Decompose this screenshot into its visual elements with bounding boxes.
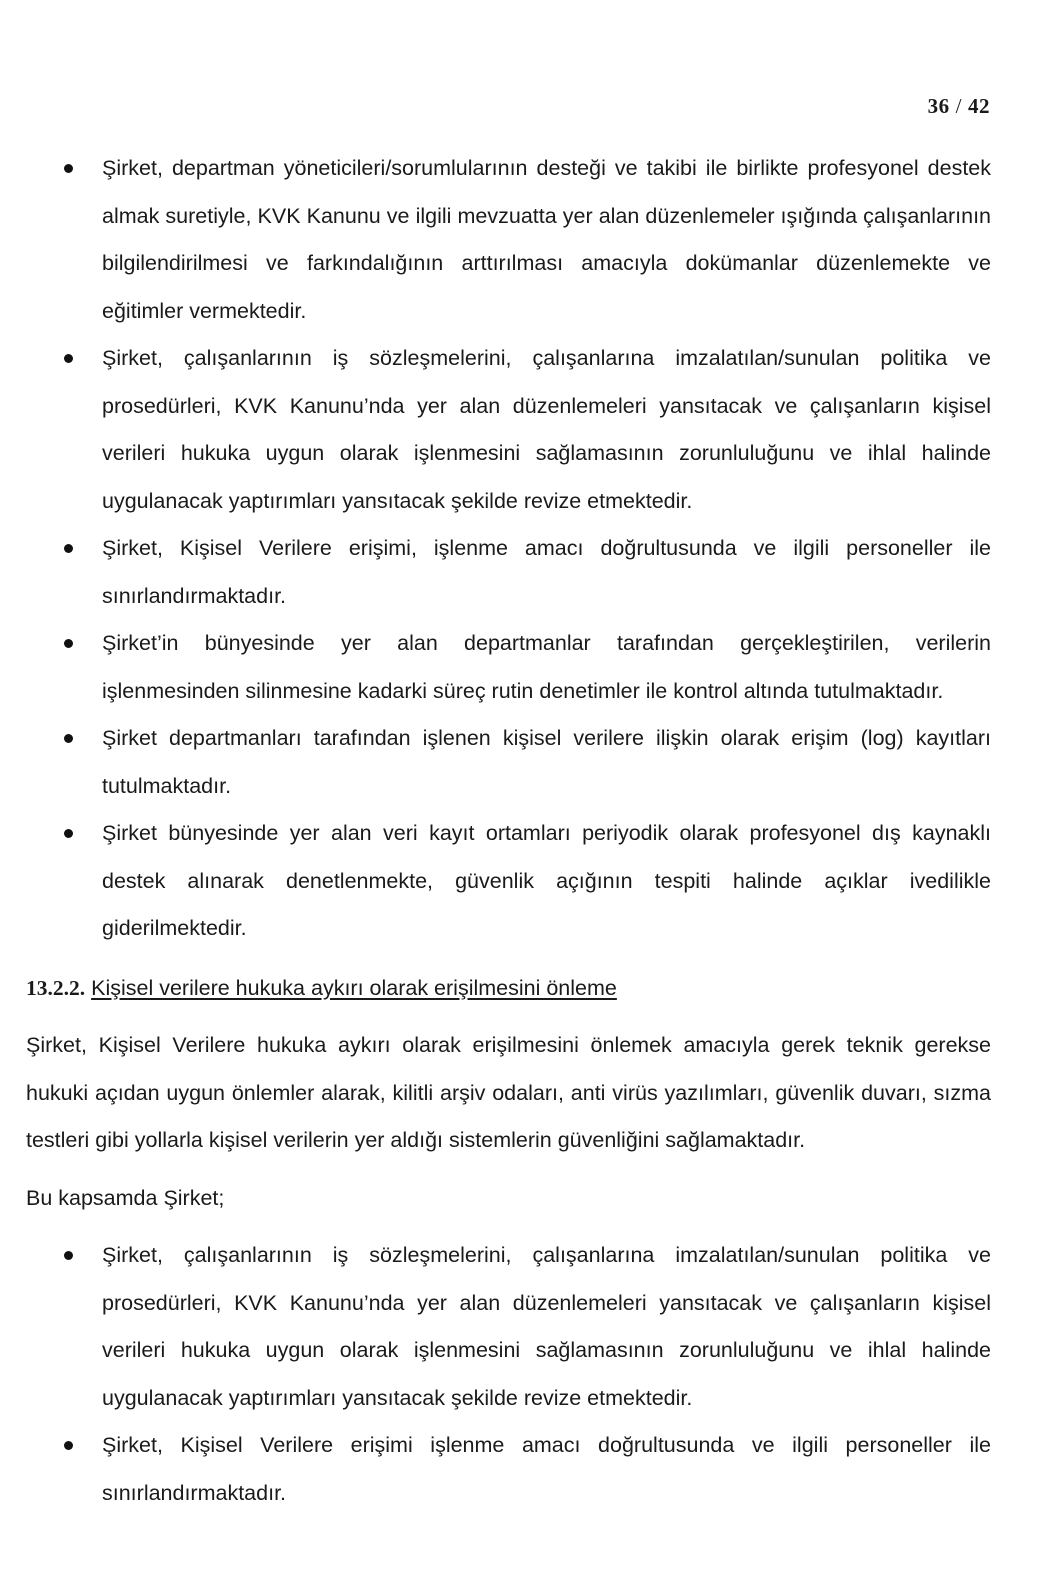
page-current: 36 (927, 94, 950, 118)
bullet-icon (64, 1251, 73, 1260)
list-item-text: Şirket bünyesinde yer alan veri kayıt ortamları periyodik olarak profesyonel dış kaynaklı destek alınarak denetlenmekte, güvenlik açığının tespiti halinde açıklar ivedilikle giderilmektedir. (102, 821, 991, 940)
list-item (26, 1232, 991, 1422)
bullet-icon (64, 354, 73, 363)
section-number: 13.2.2. (26, 975, 86, 1000)
list-item-text: Şirket’in bünyesinde yer alan departmanlar tarafından gerçekleştirilen, verilerin işlenmesinden silinmesine kadarki süreç rutin denetimler ile kontrol altında tutulmaktadır. (102, 631, 991, 703)
list-item (26, 145, 991, 335)
bullet-icon (64, 544, 73, 553)
section-heading (26, 965, 991, 1013)
document-body (26, 145, 991, 1517)
list-item-text: Şirket, çalışanlarının iş sözleşmelerini, çalışanlarına imzalatılan/sunulan politika ve prosedürleri, KVK Kanunu’nda yer alan düzenlemeleri yansıtacak ve çalışanların kişisel verileri hukuka uygun olarak işlenmesini sağlamasının zorunluluğunu ve ihlal halinde uygulanacak yaptırımları yansıtacak şekilde revize etmektedir. (102, 346, 991, 513)
section-title: Kişisel verilere hukuka aykırı olarak erişilmesini önleme (91, 975, 617, 1000)
list-item-text: Şirket, Kişisel Verilere erişimi işlenme amacı doğrultusunda ve ilgili personeller ile sınırlandırmaktadır. (102, 1433, 991, 1505)
section-paragraph: Şirket, Kişisel Verilere hukuka aykırı olarak erişilmesini önlemek amacıyla gerek teknik gerekse hukuki açıdan uygun önlemler alarak, kilitli arşiv odaları, anti virüs yazılımları, güvenlik duvarı, sızma testleri gibi yollarla kişisel verilerin yer aldığı sistemlerin güvenliğini sağlamaktadır. (26, 1033, 991, 1152)
list-item (26, 810, 991, 953)
page-total: 42 (968, 94, 990, 118)
list-item (26, 1422, 991, 1517)
bullet-icon (64, 734, 73, 743)
bullet-icon (64, 164, 73, 173)
list-item-text: Şirket, çalışanlarının iş sözleşmelerini, çalışanlarına imzalatılan/sunulan politika ve prosedürleri, KVK Kanunu’nda yer alan düzenlemeleri yansıtacak ve çalışanların kişisel verileri hukuka uygun olarak işlenmesini sağlamasının zorunluluğunu ve ihlal halinde uygulanacak yaptırımları yansıtacak şekilde revize etmektedir. (102, 1243, 991, 1410)
bullet-icon (64, 639, 73, 648)
list-item (26, 620, 991, 715)
list-item-text: Şirket, departman yöneticileri/sorumlularının desteği ve takibi ile birlikte profesyonel destek almak suretiyle, KVK Kanunu ve ilgili mevzuatta yer alan düzenlemeler ışığında çalışanlarının bilgilendirilmesi ve farkındalığının arttırılması amacıyla dokümanlar düzenlemekte ve eğitimler vermektedir. (102, 156, 991, 323)
lead-text: Bu kapsamda Şirket; (26, 1185, 225, 1210)
list-item-text: Şirket departmanları tarafından işlenen kişisel verilere ilişkin olarak erişim (log) kayıtları tutulmaktadır. (102, 726, 991, 798)
list-item-text: Şirket, Kişisel Verilere erişimi, işlenme amacı doğrultusunda ve ilgili personeller ile sınırlandırmaktadır. (102, 536, 991, 608)
bullet-icon (64, 829, 73, 838)
list-item (26, 715, 991, 810)
page-number (928, 94, 990, 119)
bullet-list-measures (26, 145, 991, 953)
list-item (26, 525, 991, 620)
bullet-list-company (26, 1232, 991, 1517)
page-separator: / (955, 94, 962, 118)
list-item (26, 335, 991, 525)
bullet-icon (64, 1441, 73, 1450)
